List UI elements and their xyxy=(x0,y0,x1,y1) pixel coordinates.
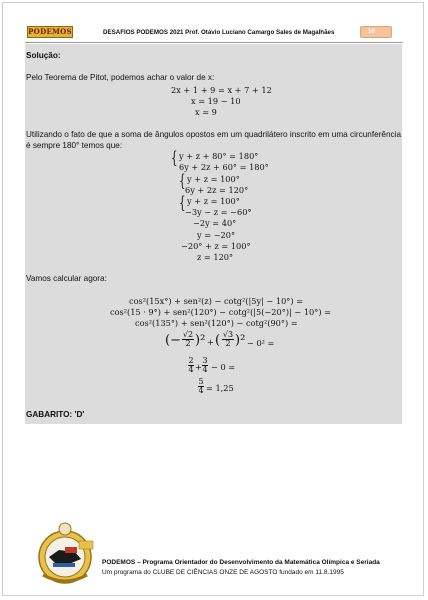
calc-line-6-frac xyxy=(198,378,204,395)
club-seal-logo xyxy=(35,517,99,589)
calc-line-1: cos²(15x°) + sen²(z) − cotg²(|5y| − 10°) = xyxy=(129,296,304,306)
calc-line-5-frac-1-num: 2 xyxy=(188,356,194,365)
system-2-eq-b: 6y + 2z = 120° xyxy=(185,185,249,195)
system-1-eq-a: y + z + 80° = 180° xyxy=(179,151,259,161)
calc-line-4-plus: + xyxy=(207,337,214,347)
calc-line-6-frac-den: 4 xyxy=(198,386,204,395)
calc-line-5-tail: − 0 = xyxy=(211,362,236,372)
calc-line-2: cos²(15 · 9°) + sen²(120°) − cotg²(|5(−20°)| − 10°) = xyxy=(110,307,332,317)
calc-line-3: cos²(135°) + sen²(120°) − cotg²(90°) = xyxy=(135,318,298,328)
system-2-brace: { xyxy=(179,171,186,191)
calc-line-4-paren2-open: ( xyxy=(215,333,221,348)
calculate-paragraph: Vamos calcular agora: xyxy=(26,274,107,283)
step-1: −2y = 40° xyxy=(193,218,237,228)
footer-club-line: Um programa do CLUBE DE CIÊNCIAS ONZE DE AGOSTO fundado em 11.8.1995 xyxy=(102,569,344,576)
footer-program-line: PODEMOS – Programa Orientador do Desenvolvimento da Matemática Olímpica e Seriada xyxy=(102,559,380,566)
system-1-eq-b: 6y + 2z + 60° = 180° xyxy=(179,162,269,172)
system-3-brace: { xyxy=(179,193,186,213)
calc-line-4-paren-open: (− xyxy=(165,333,181,348)
calc-line-4-frac-1-num: √2 xyxy=(182,330,194,339)
pitot-equation-1: 2x + 1 + 9 = x + 7 + 12 xyxy=(171,85,272,95)
solution-box xyxy=(25,44,402,424)
calc-line-5-frac-1-den: 4 xyxy=(188,365,194,374)
header-title: DESAFIOS PODEMOS 2021 Prof. Otávio Luciano Camargo Sales de Magalhães xyxy=(103,29,335,36)
system-2-eq-a: y + z = 100° xyxy=(187,174,240,184)
system-1-brace: { xyxy=(171,148,178,168)
intro-paragraph: Pelo Teorema de Pitot, podemos achar o valor de x: xyxy=(26,73,215,82)
calc-line-4-frac-2-den: 2 xyxy=(222,339,234,348)
system-3-eq-a: y + z = 100° xyxy=(187,196,240,206)
calc-line-4-frac-1 xyxy=(182,331,194,348)
calc-line-4-frac-2 xyxy=(222,331,234,348)
podemos-logo: PODEMOS xyxy=(28,27,72,36)
calc-line-4-paren2-close: )² xyxy=(235,333,246,348)
calc-line-5-frac-2-num: 3 xyxy=(202,356,208,365)
calc-line-5-frac-1 xyxy=(188,357,194,374)
calc-line-5-frac-2 xyxy=(202,357,208,374)
page-number-badge: 10 xyxy=(360,26,392,38)
calc-line-4-frac-1-den: 2 xyxy=(182,339,194,348)
step-4: z = 120° xyxy=(197,252,234,262)
solution-heading: Solução: xyxy=(26,51,61,60)
calc-line-4-frac-2-num: √3 xyxy=(222,330,234,339)
calc-line-4-paren-close: )² xyxy=(195,333,206,348)
step-3: −20° + z = 100° xyxy=(181,241,251,251)
system-3-eq-b: −3y − z = −60° xyxy=(185,207,252,217)
header-divider xyxy=(25,42,403,43)
gabarito-answer: GABARITO: 'D' xyxy=(26,410,85,419)
angles-paragraph: Utilizando o fato de que a soma de ângulos opostos em um quadrilátero inscrito em uma circunferência é sempre 180° temos que: xyxy=(26,130,401,150)
pitot-equation-3: x = 9 xyxy=(195,107,217,117)
calc-line-5-frac-2-den: 4 xyxy=(202,365,208,374)
pitot-equation-2: x = 19 − 10 xyxy=(191,96,241,106)
calc-line-6-tail: = 1,25 xyxy=(206,383,234,393)
calc-line-5-plus: + xyxy=(195,362,202,372)
step-2: y = −20° xyxy=(197,230,236,240)
calc-line-4-tail: − 0² = xyxy=(247,338,275,348)
calc-line-6-frac-num: 5 xyxy=(198,377,204,386)
